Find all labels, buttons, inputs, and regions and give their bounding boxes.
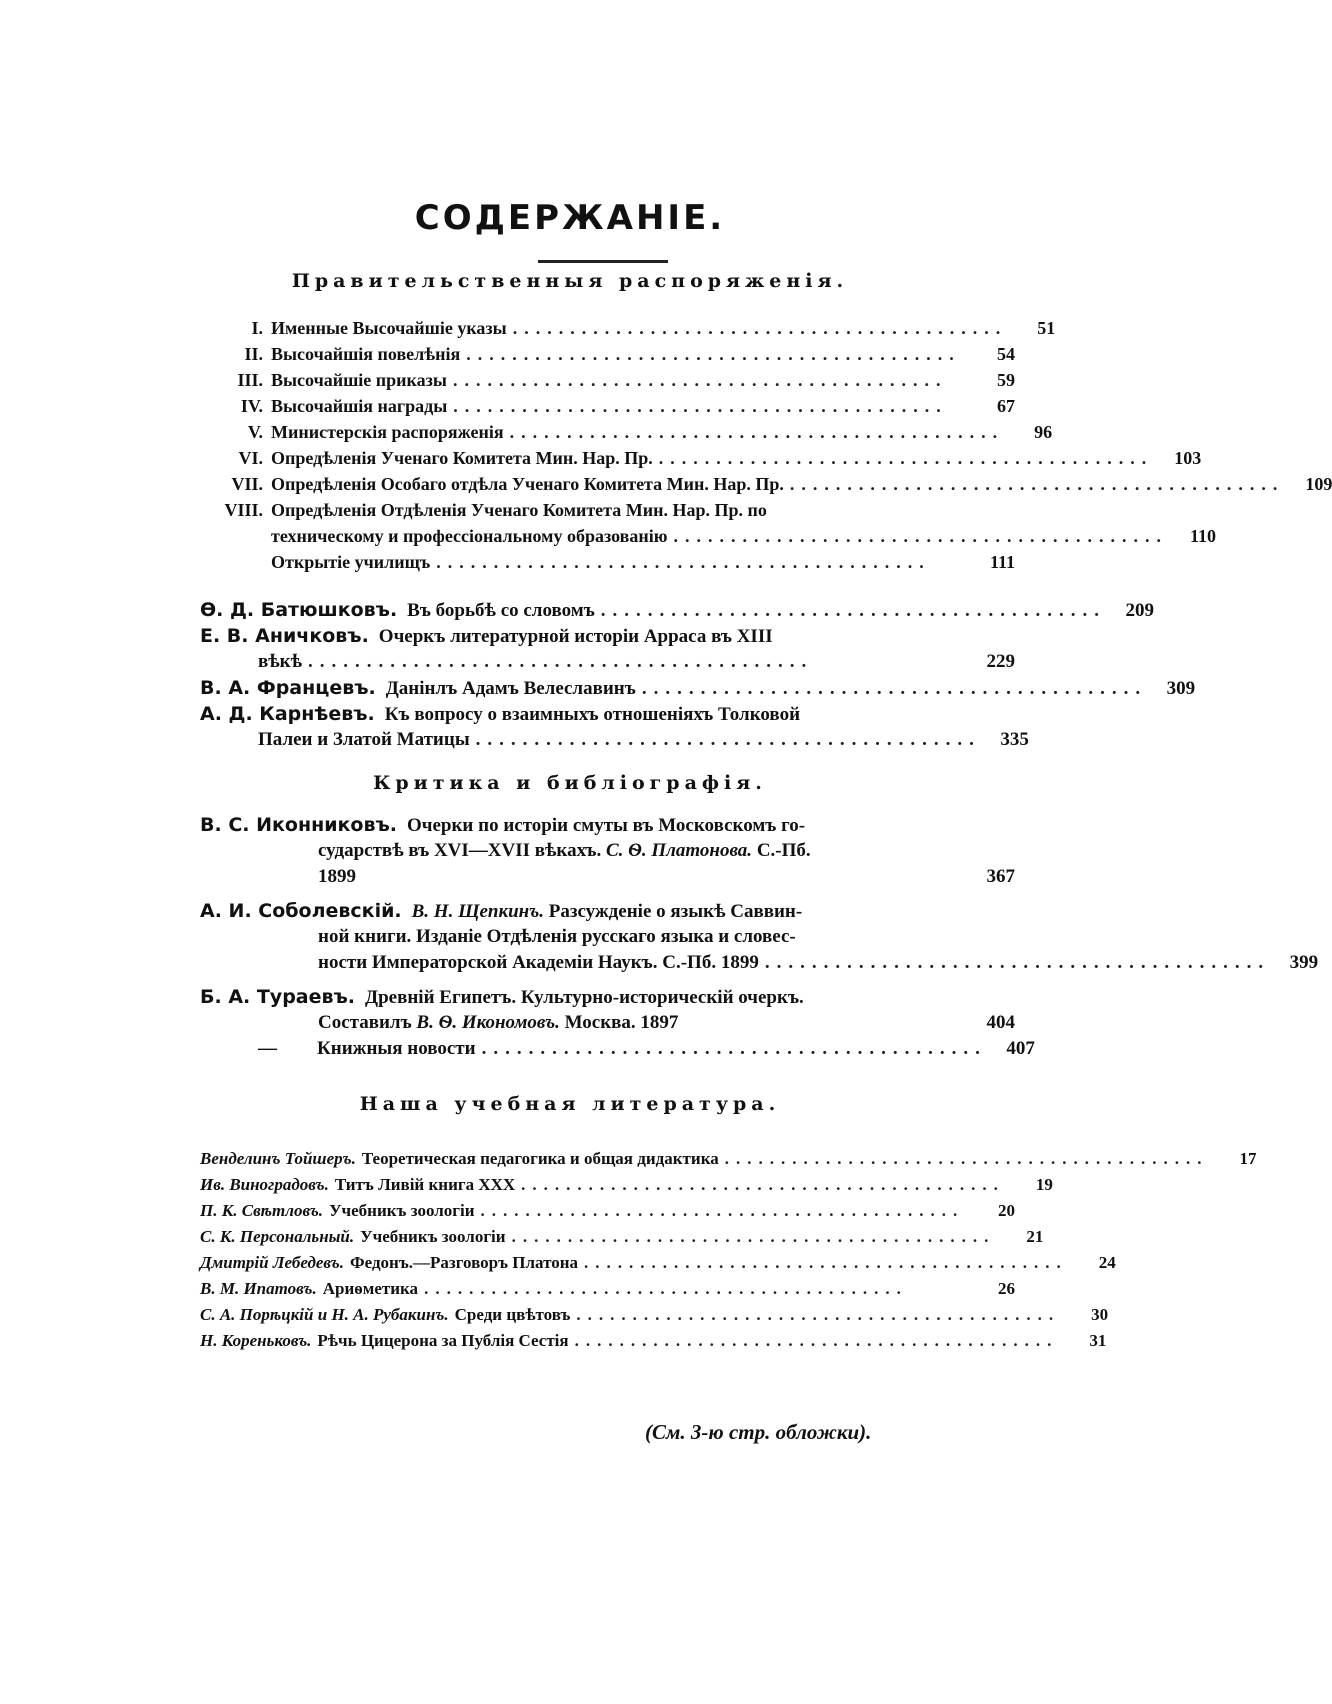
textbook-title: Титъ Ливій книга XXX [334, 1175, 516, 1194]
textbook-title: Среди цвѣтовъ [454, 1305, 571, 1324]
textbook-title: Рѣчь Цицерона за Публія Сестія [317, 1331, 569, 1350]
textbook-row [200, 1328, 1107, 1354]
toc-text-continuation: техническому и профессіональному образованію [271, 526, 668, 546]
critique-text: 1899 [318, 866, 356, 887]
article-title: Очеркъ литературной исторіи Арраса въ XIII [378, 626, 773, 647]
article-title: Въ борьбѣ со словомъ [407, 600, 595, 621]
leader-dots: ........................................... [453, 396, 948, 416]
toc-number: IV. [240, 396, 263, 416]
toc-number: III. [237, 370, 263, 390]
textbook-title: Ариѳметика [322, 1279, 419, 1298]
critique-row [200, 1036, 1035, 1062]
textbook-author: П. К. Свѣтловъ. [200, 1201, 324, 1220]
textbook-author: С. А. Порѣцкій и Н. А. Рубакинъ. [200, 1305, 449, 1324]
critique-row [200, 924, 1015, 950]
textbook-page: 30 [1091, 1305, 1109, 1324]
textbook-title: Учебникъ зоологіи [329, 1201, 475, 1220]
leader-dots: ........................................... [673, 526, 1168, 546]
textbook-page: 17 [1239, 1149, 1257, 1168]
textbook-row [200, 1198, 1015, 1224]
critique-text: Составилъ [318, 1012, 417, 1033]
textbook-page: 26 [998, 1279, 1015, 1298]
footer-note: (См. 3-ю стр. обложки). [645, 1420, 872, 1444]
textbook-page: 24 [1098, 1253, 1116, 1272]
toc-text: Высочайшія повелѣнія [271, 344, 461, 364]
textbook-author: Ив. Виноградовъ. [200, 1175, 329, 1194]
critique-dash: — [258, 1038, 277, 1059]
article-author: Ѳ. Д. Батюшковъ. [200, 599, 398, 621]
textbook-title: Федонъ.—Разговоръ Платона [350, 1253, 579, 1272]
toc-page: 103 [1174, 448, 1202, 468]
section-heading-gov: Правительственныя распоряженія. [291, 270, 849, 292]
textbook-author: Н. Кореньковъ. [200, 1331, 312, 1350]
toc-page: 110 [1189, 526, 1216, 546]
toc-page: 51 [1037, 318, 1056, 338]
toc-row [205, 497, 1015, 523]
critique-author: В. С. Иконниковъ. [200, 814, 397, 836]
article-row [200, 701, 1015, 728]
critique-text: Очерки по исторіи смуты въ Московскомъ го- [406, 815, 806, 836]
toc-row [205, 549, 1015, 575]
leader-dots: ........................................... [511, 1227, 996, 1246]
leader-dots: ........................................... [424, 1279, 908, 1298]
toc-text: Опредѣленія Отдѣленія Ученаго Комитета Мин. Нар. Пр. по [271, 500, 767, 520]
leader-dots: ........................................... [600, 600, 1107, 621]
textbook-author: Дмитрій Лебедевъ. [200, 1253, 345, 1272]
article-row [200, 675, 1196, 702]
page-title: СОДЕРЖАНІЕ. [414, 198, 726, 238]
article-author: А. Д. Карнѣевъ. [200, 703, 375, 725]
toc-number: V. [247, 422, 263, 442]
leader-dots: ........................................... [512, 318, 1008, 338]
critique-text: С.-Пб. [752, 840, 811, 861]
leader-dots: ........................................... [308, 651, 814, 672]
article-title-continuation: вѣкѣ [258, 651, 303, 672]
toc-page: 59 [997, 370, 1015, 390]
leader-dots: ........................................... [764, 952, 1271, 973]
leader-dots: ........................................... [480, 1201, 965, 1220]
title-underline [538, 260, 668, 263]
textbook-page: 20 [998, 1201, 1015, 1220]
toc-text: Министерскія распоряженія [271, 422, 504, 442]
critique-row [200, 984, 1015, 1011]
toc-number: VI. [238, 448, 263, 468]
toc-row [205, 393, 1015, 419]
article-row [200, 649, 1015, 675]
critique-text: ной книги. Изданіе Отдѣленія русскаго языка и словес- [318, 926, 796, 947]
leader-dots: ........................................... [436, 552, 931, 572]
critique-text: Древній Египетъ. Культурно-историческій очеркъ. [365, 987, 804, 1008]
toc-row [205, 315, 1056, 341]
toc-row [205, 523, 1216, 549]
toc-number: II. [244, 344, 263, 364]
textbook-page: 21 [1026, 1227, 1044, 1246]
critique-text: Разсужденіе о языкѣ Саввин- [543, 901, 803, 922]
article-title: Данінлъ Адамъ Велеславинъ [385, 678, 636, 699]
leader-dots: ........................................... [521, 1175, 1005, 1194]
textbook-row [200, 1276, 1015, 1302]
toc-text: Высочайшія награды [271, 396, 448, 416]
article-page: 209 [1125, 600, 1155, 621]
textbook-title: Учебникъ зоологіи [360, 1227, 506, 1246]
textbook-row [200, 1146, 1257, 1172]
toc-row [205, 445, 1202, 471]
critique-row [200, 812, 1015, 839]
toc-number: VII. [231, 474, 263, 494]
toc-number: I. [251, 318, 263, 338]
toc-text: Открытіе училищъ [271, 552, 431, 572]
article-title: Къ вопросу о взаимныхъ отношеніяхъ Толковой [384, 704, 801, 725]
critique-author: А. И. Соболевскій. [200, 900, 402, 922]
article-page: 309 [1166, 678, 1196, 699]
toc-text: Опредѣленія Ученаго Комитета Мин. Нар. Пр. [271, 448, 653, 468]
critique-reviewed-author: В. Ѳ. Икономовъ. [416, 1012, 560, 1033]
toc-page: 54 [997, 344, 1015, 364]
toc-text: Высочайшіе приказы [271, 370, 447, 390]
article-title-continuation: Палеи и Златой Матицы [258, 729, 470, 750]
article-author: В. А. Францевъ. [200, 677, 376, 699]
critique-page: 407 [1006, 1038, 1035, 1059]
textbook-author: В. М. Ипатовъ. [200, 1279, 317, 1298]
leader-dots: ........................................... [641, 678, 1148, 699]
leader-dots: ........................................... [584, 1253, 1068, 1272]
toc-number: VIII. [224, 500, 263, 520]
toc-text: Именные Высочайшіе указы [271, 318, 507, 338]
leader-dots: ........................................... [509, 422, 1005, 442]
toc-row [205, 341, 1015, 367]
toc-row [205, 419, 1053, 445]
textbook-author: С. К. Персональный. [200, 1227, 355, 1246]
textbook-title: Теоретическая педагогика и общая дидактика [361, 1149, 719, 1168]
critique-page: 367 [986, 866, 1015, 887]
leader-dots: ........................................... [466, 344, 961, 364]
critique-text: ности Императорской Академіи Наукъ. С.-Пб. 1899 [318, 952, 759, 973]
critique-row [200, 864, 1015, 890]
leader-dots: ........................................... [789, 474, 1285, 494]
toc-page: 111 [989, 552, 1015, 572]
textbook-row [200, 1250, 1116, 1276]
toc-row [205, 367, 1015, 393]
critique-page: 399 [1289, 952, 1319, 973]
leader-dots: ........................................... [574, 1331, 1059, 1350]
toc-page: 67 [997, 396, 1015, 416]
textbook-page: 19 [1035, 1175, 1053, 1194]
toc-page: 96 [1034, 422, 1053, 442]
leader-dots: ........................................... [475, 729, 981, 750]
critique-text: Москва. 1897 [559, 1012, 679, 1033]
textbook-author: Венделинъ Тойшеръ. [200, 1149, 356, 1168]
critique-reviewed-author: В. Н. Щепкинъ. [411, 901, 544, 922]
article-author: Е. В. Аничковъ. [200, 625, 369, 647]
critique-text: Книжныя новости [317, 1038, 476, 1059]
critique-row [200, 1010, 1015, 1036]
toc-page: 109 [1305, 474, 1332, 494]
toc-text: Опредѣленія Особаго отдѣла Ученаго Комитета Мин. Нар. Пр. [271, 474, 784, 494]
critique-reviewed-author: С. Ѳ. Платонова. [605, 840, 753, 861]
toc-row [205, 471, 1332, 497]
leader-dots: ........................................... [481, 1038, 987, 1059]
critique-author: Б. А. Тураевъ. [200, 986, 356, 1008]
critique-row [200, 838, 1015, 864]
critique-row [200, 950, 1319, 976]
critique-page: 404 [986, 1012, 1015, 1033]
textbook-row [200, 1172, 1053, 1198]
textbook-row [200, 1302, 1109, 1328]
critique-text: сударствѣ въ XVI—XVII вѣкахъ. [318, 840, 606, 861]
textbook-row [200, 1224, 1044, 1250]
textbook-page: 31 [1089, 1331, 1107, 1350]
leader-dots: ........................................... [576, 1305, 1061, 1324]
critique-row [200, 898, 1015, 925]
article-row [200, 597, 1155, 624]
article-row [200, 727, 1029, 753]
section-heading-textbooks: Наша учебная литература. [359, 1093, 781, 1115]
article-page: 335 [1000, 729, 1029, 750]
section-heading-critique: Критика и библіографія. [373, 772, 767, 794]
leader-dots: ........................................... [452, 370, 948, 390]
article-row [200, 623, 1015, 650]
leader-dots: ........................................... [724, 1149, 1209, 1168]
leader-dots: ........................................... [658, 448, 1154, 468]
article-page: 229 [986, 651, 1015, 672]
